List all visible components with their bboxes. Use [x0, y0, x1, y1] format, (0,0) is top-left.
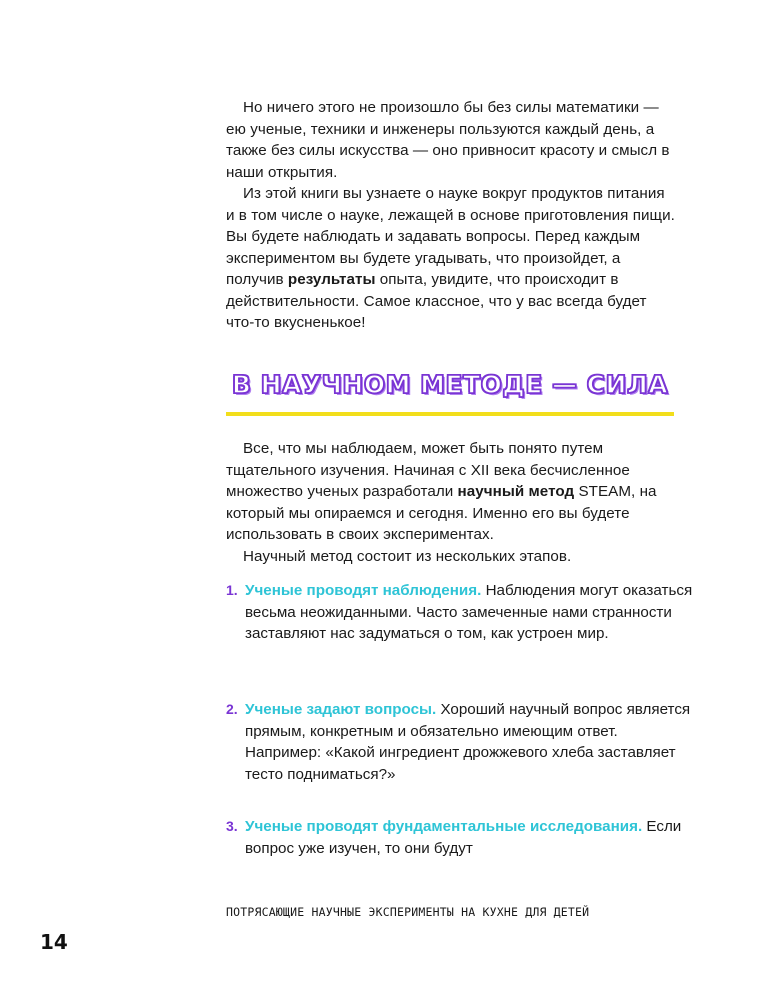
method-paragraph-1 [226, 438, 676, 546]
step-item-3 [226, 816, 695, 859]
page-number: 14 [40, 930, 68, 954]
section-heading: В НАУЧНОМ МЕТОДЕ — СИЛА [231, 370, 669, 399]
step-lead: Ученые задают вопросы. [245, 701, 437, 718]
intro-paragraph-1 [226, 97, 676, 183]
method-text [226, 438, 676, 567]
step-item-1 [226, 580, 695, 645]
step-text: Хороший научный вопрос является прямым, конкретным и обязательно имеющим ответ. Например: «Какой ингредиент дрожжевого хлеба заставляет тесто подниматься?» [245, 701, 691, 783]
method-paragraph-1-start: Все, что мы наблюдаем, может быть понято путем тщательного изучения. Начиная с XII века бесчисленное множество ученых разработали [226, 440, 630, 500]
step-lead: Ученые проводят наблюдения. [245, 582, 482, 599]
method-paragraph-1-end: STEAM, на который мы опираемся и сегодня. Именно его вы будете использовать в своих экспериментах. [226, 483, 657, 543]
heading-underline [226, 412, 674, 416]
step-text: Если вопрос уже изучен, то они будут [245, 818, 682, 857]
step-number: 2. [226, 701, 238, 717]
intro-paragraph-2 [226, 183, 676, 334]
step-lead: Ученые проводят фундаментальные исследования. [245, 818, 643, 835]
intro-text [226, 97, 676, 334]
running-footer-title: ПОТРЯСАЮЩИЕ НАУЧНЫЕ ЭКСПЕРИМЕНТЫ НА КУХНЕ ДЛЯ ДЕТЕЙ [226, 905, 590, 919]
step-number: 3. [226, 818, 238, 834]
step-item-2 [226, 699, 695, 785]
step-text: Наблюдения могут оказаться весьма неожиданными. Часто замеченные нами странности заставляют нас задуматься о том, как устроен мир. [245, 582, 693, 642]
step-number: 1. [226, 582, 238, 598]
intro-paragraph-2-end: опыта, увидите, что происходит в действительности. Самое классное, что у вас всегда будет что-то вкусненькое! [226, 271, 647, 331]
scientific-method-term: научный метод [457, 483, 575, 500]
intro-paragraph-1-text: Но ничего этого не произошло бы без силы математики — ею ученые, техники и инженеры пользуются каждый день, а также без силы искусства — оно привносит красоту и смысл в наши открытия. [226, 99, 670, 181]
results-term: результаты [287, 271, 376, 288]
intro-paragraph-2-start: Из этой книги вы узнаете о науке вокруг продуктов питания и в том числе о науке, лежащей в основе приготовления пищи. Вы будете наблюдать и задавать вопросы. Перед каждым экспериментом вы будете угадывать, что произойдет, а получив [226, 185, 675, 288]
method-paragraph-2: Научный метод состоит из нескольких этапов. [243, 547, 572, 565]
